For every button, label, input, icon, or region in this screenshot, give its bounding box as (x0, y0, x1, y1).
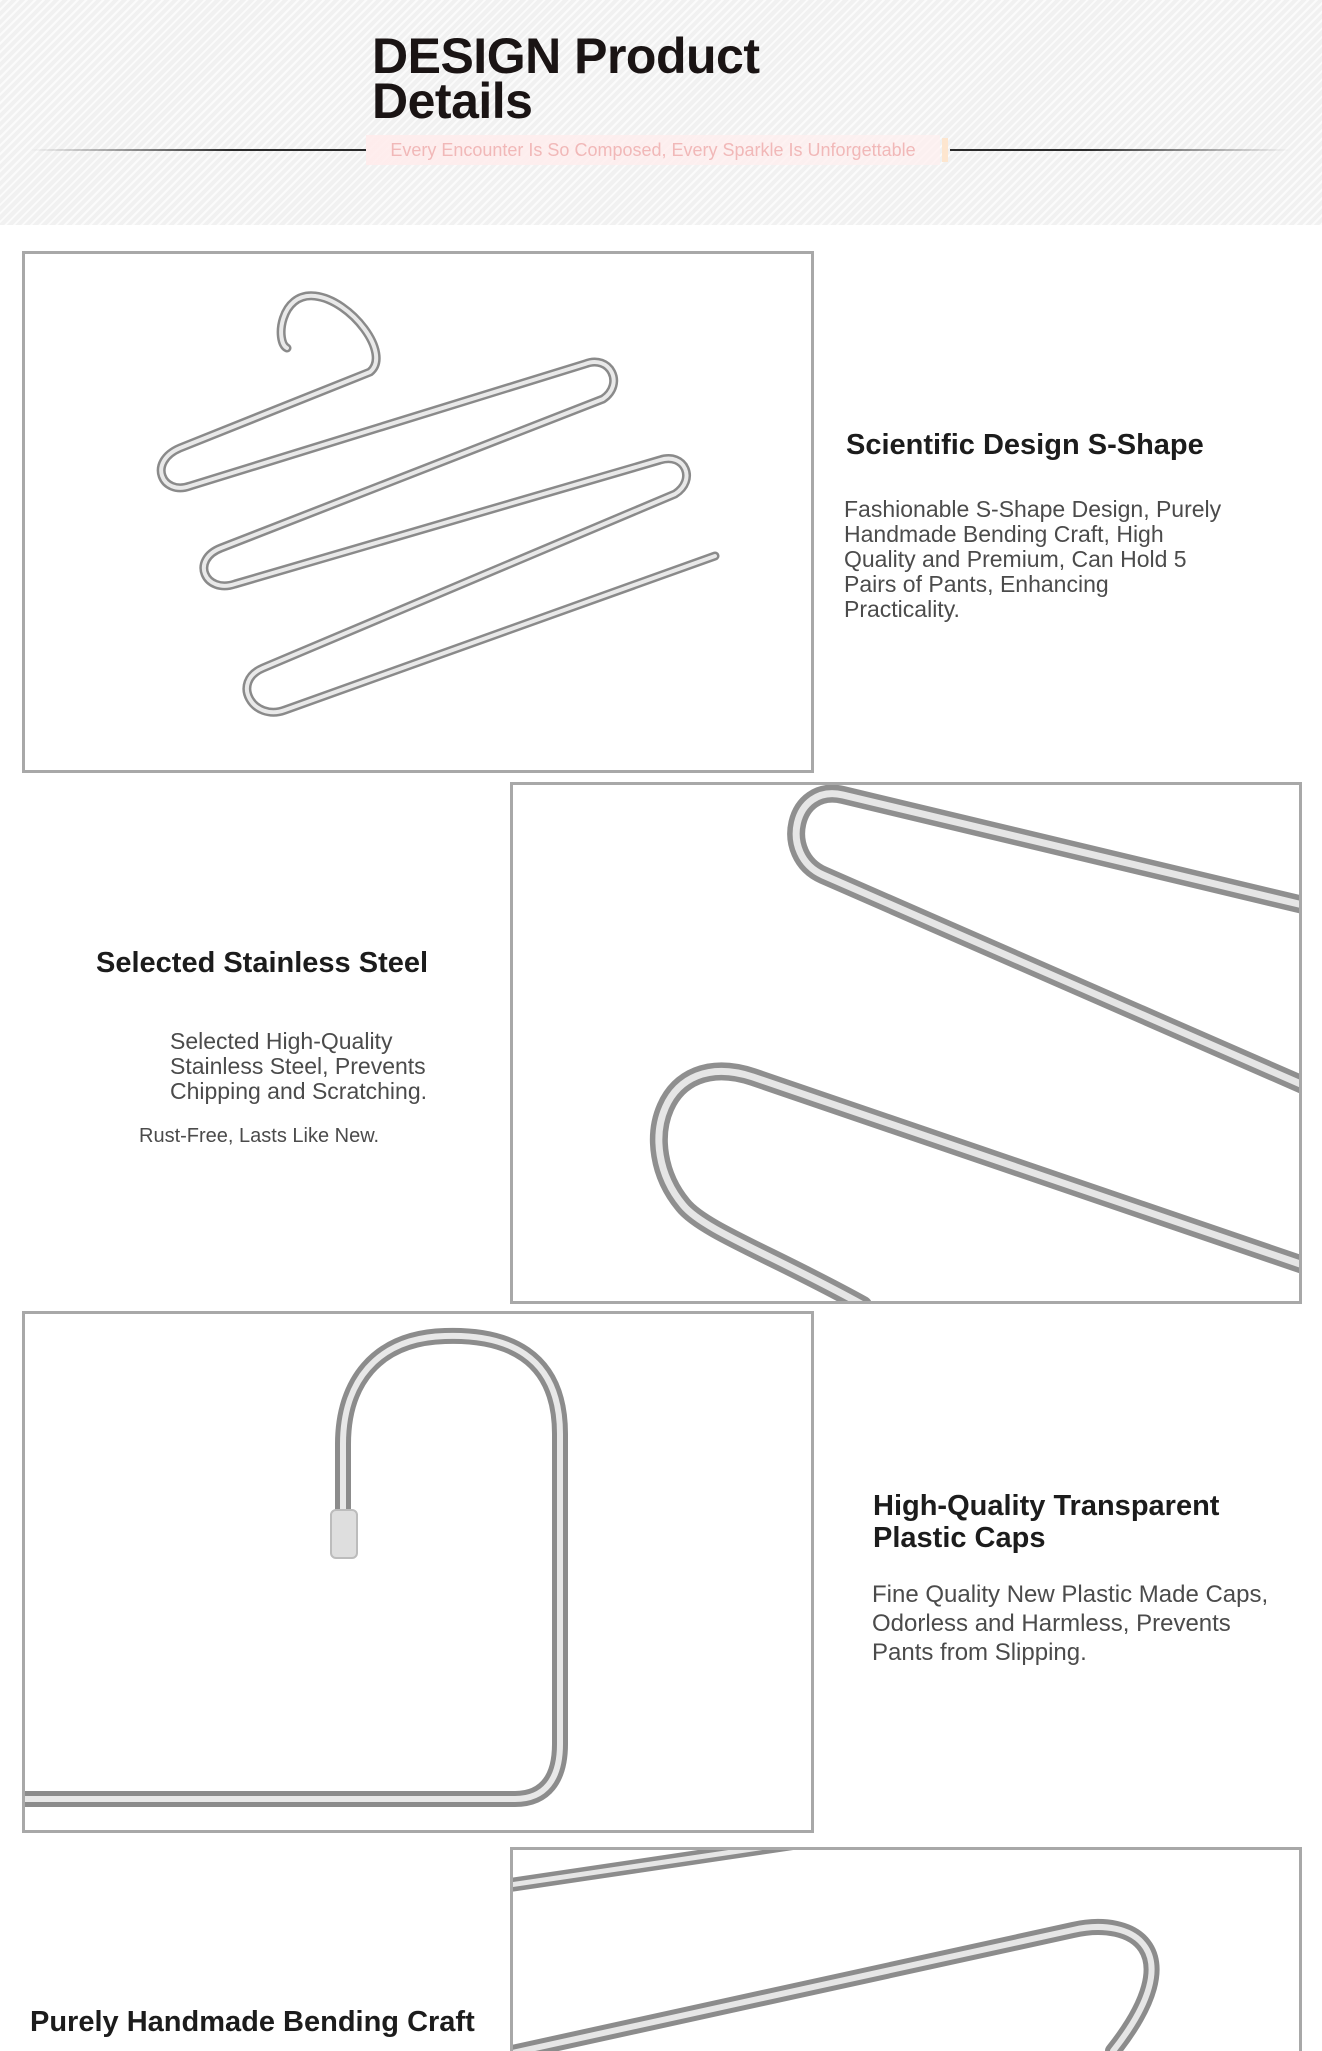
hook-cap-illustration (25, 1314, 811, 1830)
feature-note-rust-free: Rust-Free, Lasts Like New. (139, 1125, 380, 1147)
header-divider-left (30, 149, 366, 151)
page-title (372, 28, 760, 129)
header-tagline: Every Encounter Is So Composed, Every Sparkle Is Unforgettable (366, 135, 940, 165)
header-divider-right (950, 149, 1290, 151)
feature-title-plastic-caps: High-Quality Transparent Plastic Caps (873, 1490, 1220, 1554)
feature-title-handmade-bending: Purely Handmade Bending Craft (30, 2006, 475, 2038)
s-shape-hanger-illustration (25, 254, 811, 770)
bend-closeup-illustration (513, 1850, 1299, 2051)
feature-title-scientific-design: Scientific Design S-Shape (846, 429, 1204, 461)
bend-closeup-photo (510, 1847, 1302, 2051)
feature-text-scientific-design: Fashionable S-Shape Design, Purely Handmade Bending Craft, High Quality and Premium, Can Hold 5 Pairs of Pants, Enhancing Practicality. (844, 496, 1222, 622)
page-title-line1: DESIGN Product (372, 28, 760, 84)
header-banner (0, 0, 1322, 225)
s-shape-hanger-photo (22, 251, 814, 773)
feature-title-stainless-steel: Selected Stainless Steel (96, 947, 429, 979)
feature-text-stainless-steel: Selected High-Quality Stainless Steel, Prevents Chipping and Scratching. (170, 1028, 427, 1104)
steel-bend-illustration (513, 785, 1299, 1301)
hook-cap-closeup-photo (22, 1311, 814, 1833)
page-title-line2: Details (372, 73, 533, 129)
feature-text-plastic-caps: Fine Quality New Plastic Made Caps, Odorless and Harmless, Prevents Pants from Slipping. (872, 1581, 1269, 1666)
plastic-cap-shape (331, 1510, 357, 1558)
stainless-steel-closeup-photo (510, 782, 1302, 1304)
